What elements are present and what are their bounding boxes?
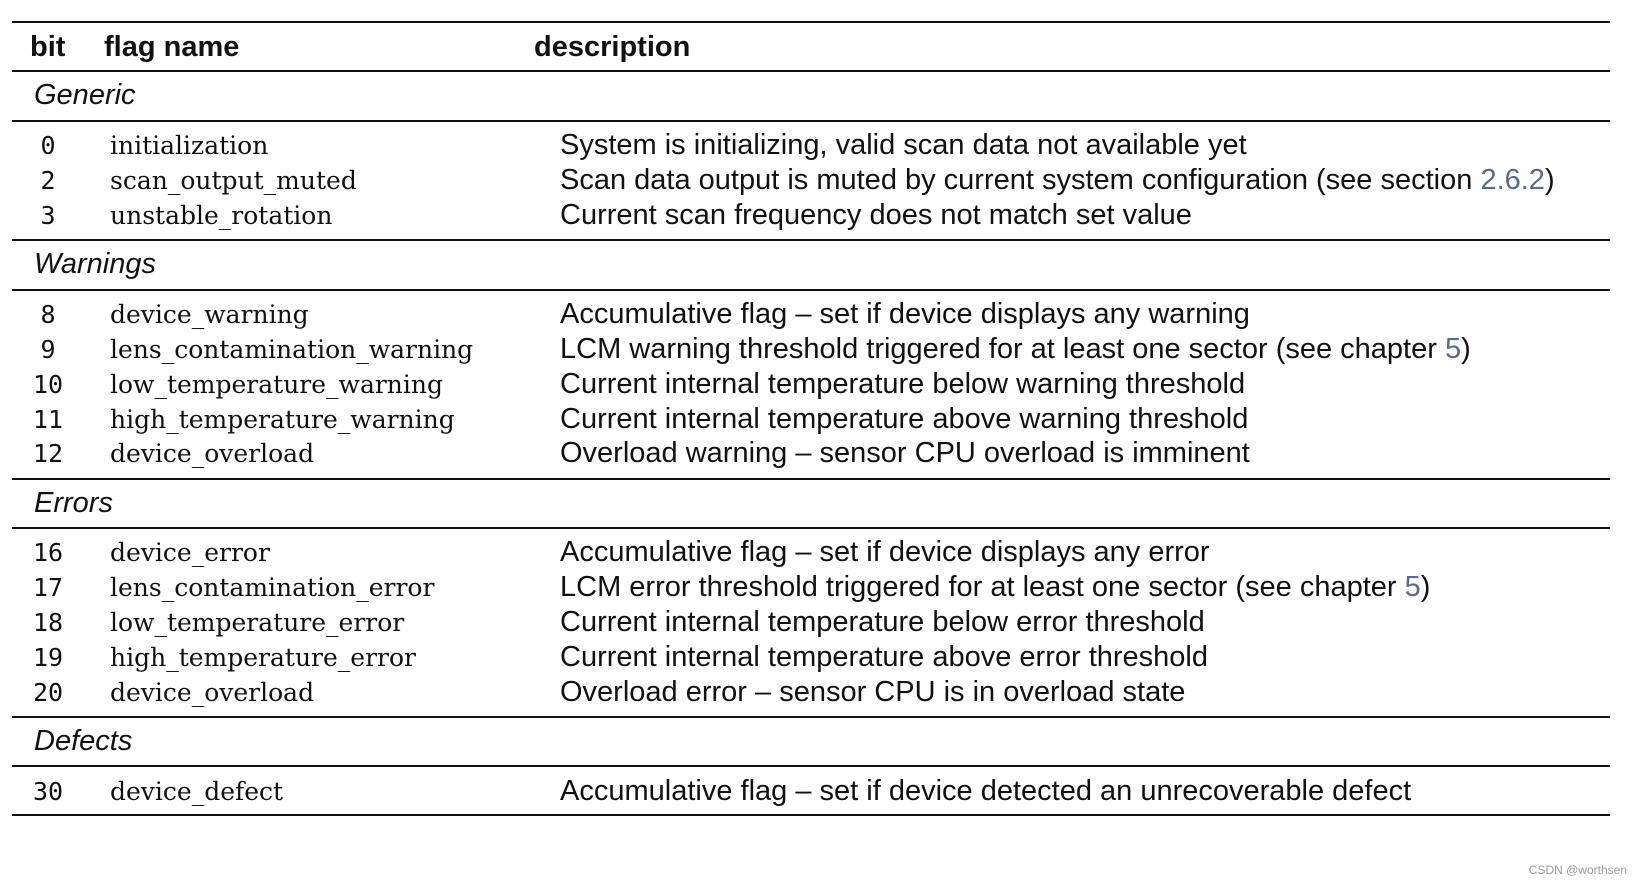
bit-value: 18 bbox=[32, 608, 64, 637]
bit-value: 20 bbox=[32, 678, 64, 707]
description: Accumulative flag – set if device displays any warning bbox=[560, 298, 1250, 330]
description: Current internal temperature below warning threshold bbox=[560, 368, 1246, 400]
bottom-rule bbox=[12, 814, 1610, 816]
description: LCM warning threshold triggered for at least one sector (see chapter 5) bbox=[560, 333, 1471, 365]
section-title-warnings: Warnings bbox=[34, 248, 156, 280]
section-rule bbox=[12, 120, 1610, 122]
flag-table bbox=[12, 0, 1610, 881]
section-rule bbox=[12, 716, 1610, 718]
description: Scan data output is muted by current system configuration (see section 2.6.2) bbox=[560, 164, 1555, 196]
table-row bbox=[12, 367, 1610, 403]
flag-name: unstable_rotation bbox=[110, 201, 333, 230]
description: Overload error – sensor CPU is in overload state bbox=[560, 676, 1186, 708]
section-link[interactable]: 2.6.2 bbox=[1480, 164, 1545, 196]
top-rule bbox=[12, 21, 1610, 23]
chapter-link[interactable]: 5 bbox=[1444, 333, 1462, 365]
section-title-errors: Errors bbox=[34, 487, 113, 519]
bit-value: 16 bbox=[32, 538, 64, 567]
header-bit: bit bbox=[30, 31, 66, 63]
section-rule bbox=[12, 765, 1610, 767]
table-row bbox=[12, 198, 1610, 234]
bit-value: 3 bbox=[40, 201, 56, 230]
flag-name: device_overload bbox=[110, 678, 315, 707]
flag-name: high_temperature_warning bbox=[110, 405, 455, 434]
bit-value: 9 bbox=[40, 335, 56, 364]
description: Current internal temperature above warning threshold bbox=[560, 403, 1249, 435]
flag-name: device_warning bbox=[110, 300, 309, 329]
table-row bbox=[12, 332, 1610, 368]
description: LCM error threshold triggered for at least one sector (see chapter 5) bbox=[560, 571, 1431, 603]
bit-value: 12 bbox=[32, 439, 64, 468]
header-description: description bbox=[534, 31, 691, 63]
flag-name: device_error bbox=[110, 538, 270, 567]
header-rule bbox=[12, 70, 1610, 72]
watermark: CSDN @worthsen bbox=[1528, 863, 1627, 877]
flag-name: device_defect bbox=[110, 777, 284, 806]
flag-name: device_overload bbox=[110, 439, 315, 468]
description: Accumulative flag – set if device displays any error bbox=[560, 536, 1210, 568]
table-row bbox=[12, 128, 1610, 164]
header-flag-name: flag name bbox=[104, 31, 240, 63]
flag-name: high_temperature_error bbox=[110, 643, 416, 672]
flag-name: lens_contamination_warning bbox=[110, 335, 474, 364]
flag-name: scan_output_muted bbox=[110, 166, 357, 195]
description: System is initializing, valid scan data not available yet bbox=[560, 129, 1247, 161]
table-row bbox=[12, 675, 1610, 711]
table-row bbox=[12, 297, 1610, 333]
bit-value: 0 bbox=[40, 131, 56, 160]
section-rule bbox=[12, 478, 1610, 480]
table-row bbox=[12, 535, 1610, 571]
description: Current internal temperature below error threshold bbox=[560, 606, 1205, 638]
table-row bbox=[12, 605, 1610, 641]
bit-value: 8 bbox=[40, 300, 56, 329]
bit-value: 11 bbox=[32, 405, 64, 434]
description: Current scan frequency does not match set value bbox=[560, 199, 1192, 231]
flag-name: lens_contamination_error bbox=[110, 573, 435, 602]
table-row bbox=[12, 402, 1610, 438]
table-row bbox=[12, 640, 1610, 676]
section-rule bbox=[12, 289, 1610, 291]
description: Overload warning – sensor CPU overload is imminent bbox=[560, 437, 1250, 469]
table-row bbox=[12, 570, 1610, 606]
description: Accumulative flag – set if device detected an unrecoverable defect bbox=[560, 775, 1412, 807]
flag-name: initialization bbox=[110, 131, 269, 160]
table-row bbox=[12, 436, 1610, 472]
section-rule bbox=[12, 527, 1610, 529]
description: Current internal temperature above error threshold bbox=[560, 641, 1208, 673]
section-rule bbox=[12, 239, 1610, 241]
bit-value: 30 bbox=[32, 777, 64, 806]
flag-name: low_temperature_warning bbox=[110, 370, 443, 399]
bit-value: 17 bbox=[32, 573, 64, 602]
section-title-generic: Generic bbox=[34, 79, 136, 111]
table-row bbox=[12, 774, 1610, 810]
flag-name: low_temperature_error bbox=[110, 608, 405, 637]
bit-value: 2 bbox=[40, 166, 56, 195]
table-row bbox=[12, 163, 1610, 199]
bit-value: 10 bbox=[32, 370, 64, 399]
chapter-link[interactable]: 5 bbox=[1404, 571, 1421, 603]
bit-value: 19 bbox=[32, 643, 64, 672]
section-title-defects: Defects bbox=[34, 725, 133, 757]
